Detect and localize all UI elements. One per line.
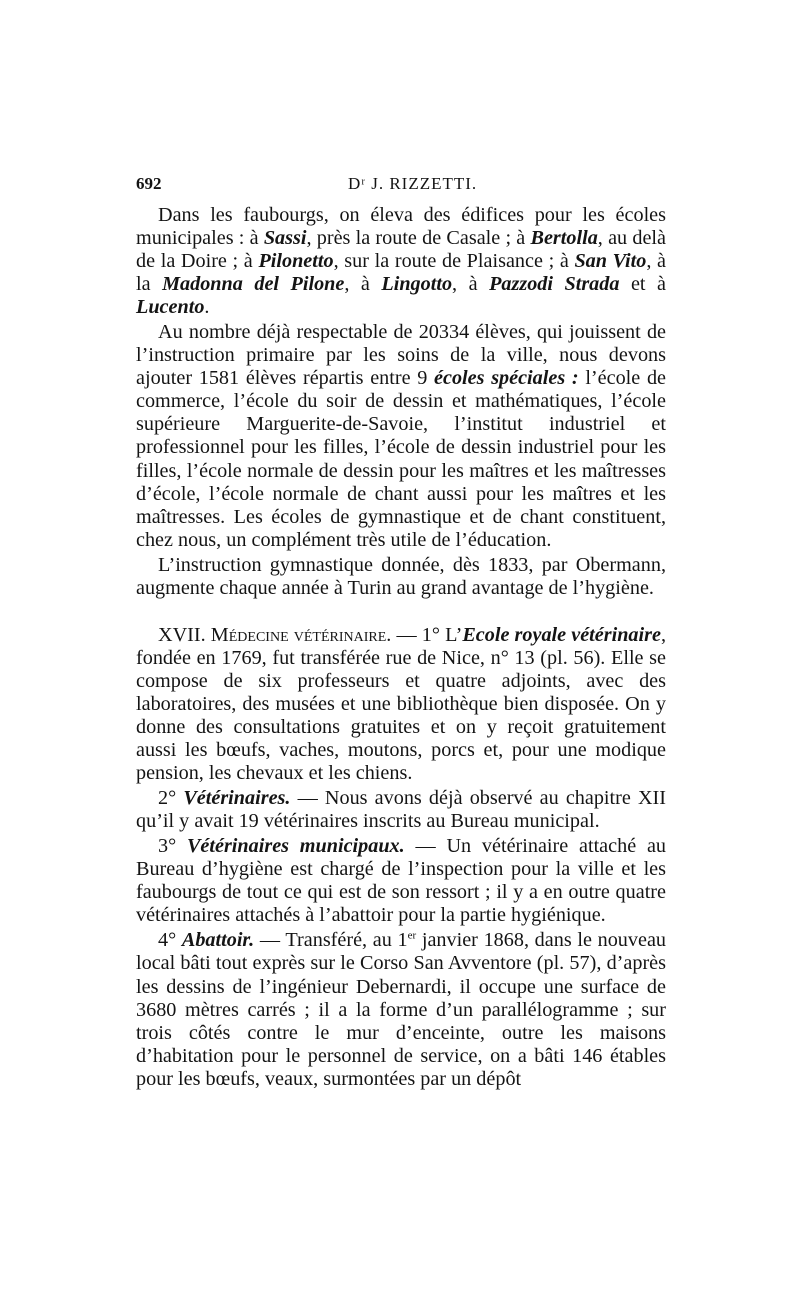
text-run: Dans les faubourgs, on éleva des édifices pour les écoles municipales : à: [136, 204, 666, 250]
text-run: , au delà de la Doire ; à: [136, 227, 666, 273]
place-name: Bertolla: [530, 227, 598, 250]
item-title: Vétérinaires municipaux.: [186, 835, 405, 858]
emphasis: écoles spéciales :: [434, 367, 579, 390]
paragraph-veterinaires: [136, 787, 666, 833]
text-run: et à: [619, 273, 666, 296]
section-number: XVII.: [158, 623, 211, 646]
superscript: er: [407, 929, 417, 942]
paragraph-faubourgs-schools: [136, 204, 666, 319]
item-title: Abattoir.: [181, 929, 255, 952]
text-run: janvier 1868, dans le nouveau local bâti tout exprès sur le Corso San Avventore (pl. 57), d’après les dessins de l’ingénieur Debernardi, il occupe une surface de 3680 mètres carrés ; il a la forme d’un parallélogramme ; sur trois côtés contre le mur d’enceinte, outre les maisons d’habitation pour le personnel de service, on a bâti 146 étables pour les bœufs, veaux, surmontées par un dépôt: [136, 929, 667, 1090]
item-number: 3°: [158, 835, 187, 858]
text-run: l’école de commerce, l’école du soir de dessin et mathématiques, l’école supérieure Marguerite-de-Savoie, l’institut industriel et professionnel pour les filles, l’école de dessin industriel pour les filles, l’école normale de dessin pour les maîtres et les maîtresses d’école, l’école normale de chant aussi pour les maîtres et les maîtresses. Les écoles de gymnastique et de chant constituent, chez nous, un complément très utile de l’éducation.: [136, 367, 666, 551]
place-name: Pilonetto: [258, 250, 334, 273]
text-run: Au nombre déjà respectable de 20334 élèves, qui jouissent de l’instruction primaire par les soins de la ville, nous devons ajouter 1581 élèves répartis entre 9: [136, 321, 666, 390]
place-name: Madonna del Pilone: [162, 273, 345, 296]
place-name: Sassi: [263, 227, 307, 250]
place-name: Lingotto: [381, 273, 453, 296]
body-text: [136, 204, 666, 1091]
item-number: 4°: [158, 929, 182, 952]
running-head-author: Dʳ J. RIZZETTI.: [348, 174, 478, 193]
place-name: Lucento: [136, 296, 205, 319]
paragraph-abattoir: [136, 929, 666, 1090]
text-run: .: [204, 296, 210, 319]
emphasis: Ecole royale vétérinaire: [462, 623, 661, 646]
text-run: — Transféré, au 1: [254, 929, 408, 952]
paragraph-gymnastics: L’instruction gymnastique donnée, dès 1833, par Obermann, augmente chaque année à Turin au grand avantage de l’hygiène.: [136, 553, 666, 599]
section-title: Médecine vétérinaire.: [210, 623, 392, 646]
place-name: Pazzodi Strada: [489, 273, 620, 296]
text-run: , fondée en 1769, fut transférée rue de Nice, n° 13 (pl. 56). Elle se compose de six professeurs et quatre adjoints, avec des laboratoires, des musées et une bibliothèque bien disposée. On y donne des consultations gratuites et on y reçoit gratuitement aussi les bœufs, vaches, moutons, porcs et, pour une modique pension, les chevaux et les chiens.: [136, 623, 666, 785]
page-number: 692: [136, 174, 162, 193]
item-number: 2°: [158, 787, 184, 810]
text-run: — 1° L’: [391, 623, 463, 646]
text-run: , à: [452, 273, 490, 296]
running-header: [136, 172, 666, 196]
text-run: , à: [344, 273, 382, 296]
section-xvii-veterinary: [136, 624, 666, 785]
text-run: — Nous avons déjà observé au chapitre XII qu’il y avait 19 vétérinaires inscrits au Bureau municipal.: [136, 787, 667, 833]
text-run: , à la: [136, 250, 666, 296]
text-run: , près la route de Casale ; à: [306, 227, 531, 250]
paragraph-students: [136, 321, 666, 551]
place-name: San Vito: [574, 250, 647, 273]
item-title: Vétérinaires.: [183, 787, 291, 810]
paragraph-veterinaires-municipaux: [136, 835, 666, 927]
text-run: , sur la route de Plaisance ; à: [333, 250, 575, 273]
text-run: — Un vétérinaire attaché au Bureau d’hygiène est chargé de l’inspection pour la ville et les faubourgs de tout ce qui est de son ressort ; il y a en outre quatre vétérinaires attachés à l’abattoir pour la partie hygiénique.: [136, 835, 666, 927]
